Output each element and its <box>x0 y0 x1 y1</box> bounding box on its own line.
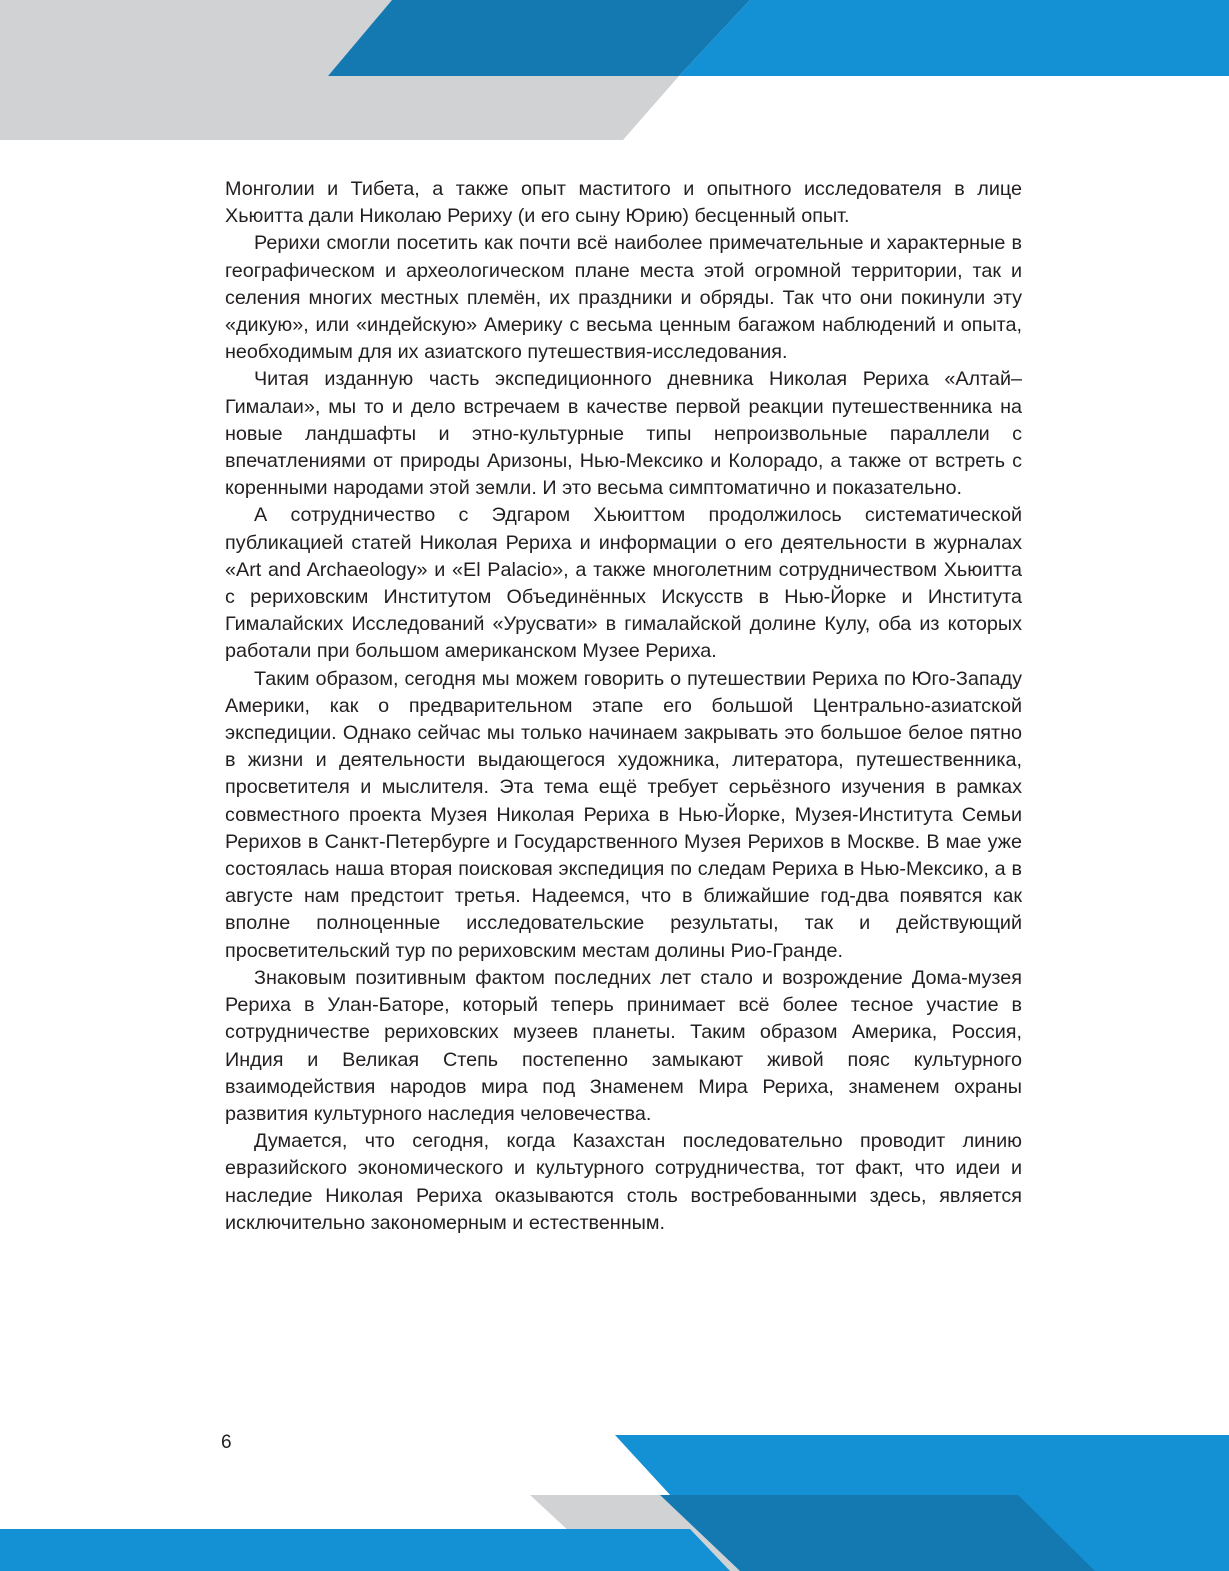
header-blue-shape <box>679 0 1229 76</box>
article-text <box>225 176 1022 1237</box>
page-number: 6 <box>221 1432 232 1453</box>
paragraph: Монголии и Тибета, а также опыт маститого и опытного исследователя в лице Хьюитта дали Николаю Рериху (и его сыну Юрию) бесценный опыт. <box>225 178 1022 228</box>
paragraph: Знаковым позитивным фактом последних лет стало и возрождение Дома-музея Рериха в Улан-Баторе, который теперь принимает всё более тесное участие в сотрудничестве рериховских музеев планеты. Таким образом Америка, Россия, Индия и Великая Степь постепенно замыкают живой пояс культурного взаимодействия народов мира под Знаменем Мира Рериха, знаменем охраны развития культурного наследия человечества. <box>225 966 1022 1125</box>
paragraph: Таким образом, сегодня мы можем говорить о путешествии Рериха по Юго-Западу Америки, как о предварительном этапе его большой Центрально-азиатской экспедиции. Однако сейчас мы только начинаем закрывать это большое белое пятно в жизни и деятельности выдающегося художника, литератора, путешественника, просветителя и мыслителя. Эта тема ещё требует серьёзного изучения в рамках совместного проекта Музея Николая Рериха в Нью-Йорке, Музея-Института Семьи Рерихов в Санкт-Петербурге и Государственного Музея Рерихов в Москве. В мае уже состоялась наша вторая поисковая экспедиция по следам Рериха в Нью-Мексико, а в августе нам предстоит третья. Надеемся, что в ближайшие год-два появятся как вполне полноценные исследовательские результаты, так и действующий просветительский тур по рериховским местам долины Рио-Гранде. <box>225 667 1022 962</box>
header-dark-blue-shape <box>328 0 750 76</box>
paragraph: Думается, что сегодня, когда Казахстан последовательно проводит линию евразийского экономического и культурного сотрудничества, тот факт, что идеи и наследие Николая Рериха оказываются столь востребованными здесь, является исключительно закономерным и естественным. <box>225 1130 1022 1234</box>
paragraph: А сотрудничество с Эдгаром Хьюиттом продолжилось систематической публикацией статей Николая Рериха и информации о его деятельности в журналах «Art and Archaeology» и «El Palacio», а также многолетним сотрудничеством Хьюитта с рериховским Институтом Объединённых Искусств в Нью-Йорке и Института Гималайских Исследований «Урусвати» в гималайской долине Кулу, оба из которых работали при большом американском Музее Рериха. <box>225 504 1022 663</box>
footer-decoration <box>0 1430 1229 1571</box>
footer-blue-strip <box>0 1529 730 1571</box>
paragraph: Читая изданную часть экспедиционного дневника Николая Рериха «Алтай–Гималаи», мы то и дело встречаем в качестве первой реакции путешественника на новые ландшафты и этно-культурные типы непроизвольные параллели с впечатлениями от природы Аризоны, Нью-Мексико и Колорадо, а также от встреть с коренными народами этой земли. И это весьма симптоматично и показательно. <box>225 368 1022 500</box>
header-decoration <box>0 0 1229 145</box>
paragraph: Рерихи смогли посетить как почти всё наиболее примечательные и характерные в географическом и археологическом плане места этой огромной территории, так и селения многих местных племён, их праздники и обряды. Так что они покинули эту «дикую», или «индейскую» Америку с весьма ценным багажом наблюдений и опыта, необходимым для их азиатского путешествия-исследования. <box>225 232 1022 364</box>
